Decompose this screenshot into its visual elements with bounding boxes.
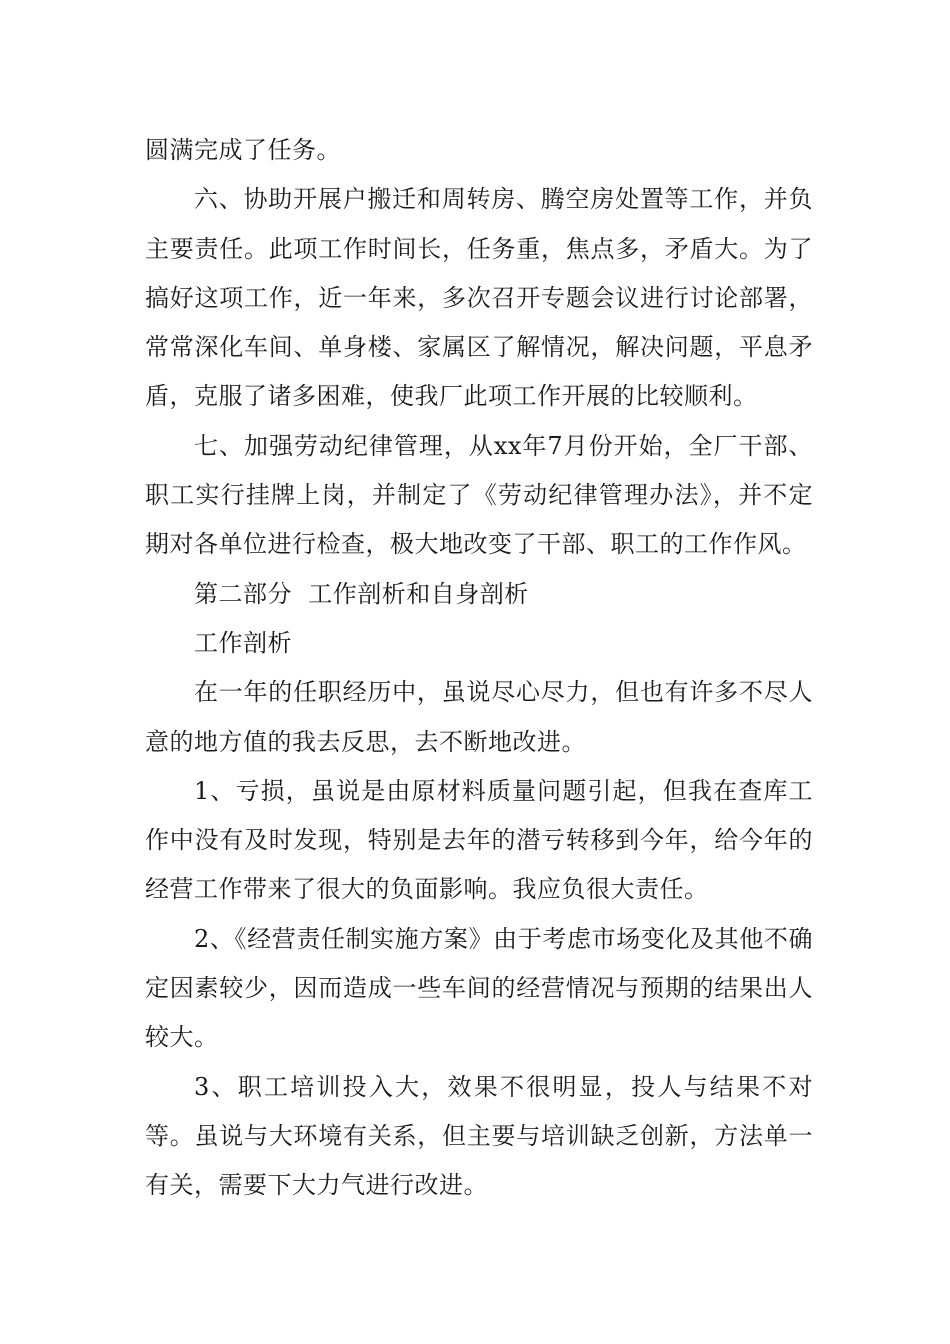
document-body (145, 126, 813, 1211)
paragraph-continuation: 圆满完成了任务。 (145, 136, 341, 164)
paragraph-item-six: 六、协助开展户搬迁和周转房、腾空房处置等工作，并负主要责任。此项工作时间长，任务重，焦点多，矛盾大。为了搞好这项工作，近一年来，多次召开专题会议进行讨论部署，常常深化车间、单身楼、家属区了解情况，解决问题，平息矛盾，克服了诸多困难，使我厂此项工作开展的比较顺利。 (145, 185, 813, 411)
section-heading-part-two: 第二部分 工作剖析和自身剖析 (194, 579, 529, 608)
subsection-heading-work-analysis: 工作剖析 (194, 628, 292, 657)
paragraph-intro: 在一年的任职经历中，虽说尽心尽力，但也有许多不尽人意的地方值的我去反思，去不断地改进。 (145, 678, 813, 756)
paragraph-point-3: 3、职工培训投入大，效果不很明显，投人与结果不对等。虽说与大环境有关系，但主要与培训缺乏创新，方法单一有关，需要下大力气进行改进。 (145, 1072, 813, 1200)
paragraph-point-2: 2、《经营责任制实施方案》由于考虑市场变化及其他不确定因素较少，因而造成一些车间的经营情况与预期的结果出人较大。 (145, 924, 813, 1052)
paragraph-item-seven: 七、加强劳动纪律管理，从xx年7月份开始，全厂干部、职工实行挂牌上岗，并制定了《劳动纪律管理办法》，并不定期对各单位进行检查，极大地改变了干部、职工的工作作风。 (145, 431, 813, 559)
paragraph-point-1: 1、亏损，虽说是由原材料质量问题引起，但我在查库工作中没有及时发现，特别是去年的潜亏转移到今年，给今年的经营工作带来了很大的负面影响。我应负很大责任。 (145, 776, 813, 904)
